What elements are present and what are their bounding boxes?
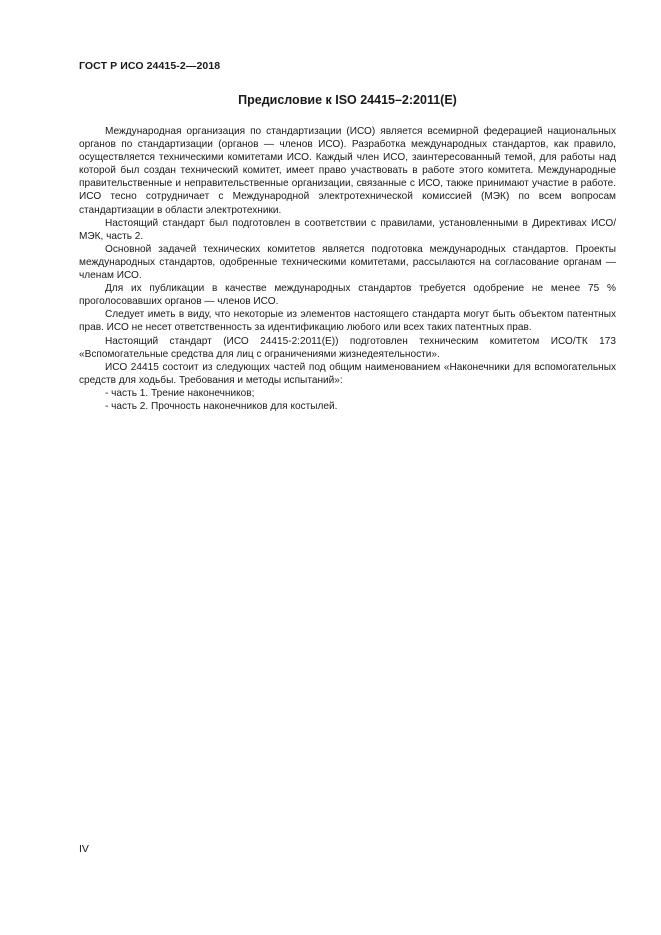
paragraph: ИСО 24415 состоит из следующих частей под общим наименованием «Наконечники для вспомогательных средств для ходьбы. Требования и методы испытаний»: — [79, 361, 616, 386]
list-item: - часть 1. Трение наконечников; — [105, 387, 255, 399]
foreword-body — [79, 125, 616, 413]
paragraph: Международная организация по стандартизации (ИСО) является всемирной федерацией национальных органов по стандартизации (органов — членов ИСО). Разработка международных стандартов, как правило, осуществляется техническими комитетами ИСО. Каждый член ИСО, заинтересованный темой, для работы над которой был создан технический комитет, имеет право участвовать в работе этого комитета. Международные правительственные и неправительственные организации, связанные с ИСО, также принимают участие в работе. ИСО тесно сотрудничает с Международной электротехнической комиссией (МЭК) по всем вопросам стандартизации в области электротехники. — [79, 126, 616, 216]
list-item: - часть 2. Прочность наконечников для костылей. — [105, 400, 338, 412]
paragraph: Основной задачей технических комитетов является подготовка международных стандартов. Проекты международных стандартов, одобренные техническими комитетами, рассылаются на согласование органам — членам ИСО. — [79, 243, 616, 282]
paragraph: Следует иметь в виду, что некоторые из элементов настоящего стандарта могут быть объектом патентных прав. ИСО не несет ответственность за идентификацию любого или всех таких патентных прав. — [79, 309, 616, 334]
page-number: IV — [79, 843, 89, 855]
paragraph: Для их публикации в качестве международных стандартов требуется одобрение не менее 75 % проголосовавших органов — членов ИСО. — [79, 283, 616, 308]
paragraph: Настоящий стандарт (ИСО 24415-2:2011(E)) подготовлен техническим комитетом ИСО/ТК 173 «Вспомогательные средства для лиц с ограничениями жизнедеятельности». — [79, 335, 616, 360]
paragraph: Настоящий стандарт был подготовлен в соответствии с правилами, установленными в Директивах ИСО/МЭК, часть 2. — [79, 217, 616, 242]
document-header: ГОСТ Р ИСО 24415-2—2018 — [79, 60, 221, 72]
section-title: Предисловие к ISO 24415–2:2011(E) — [238, 93, 457, 107]
